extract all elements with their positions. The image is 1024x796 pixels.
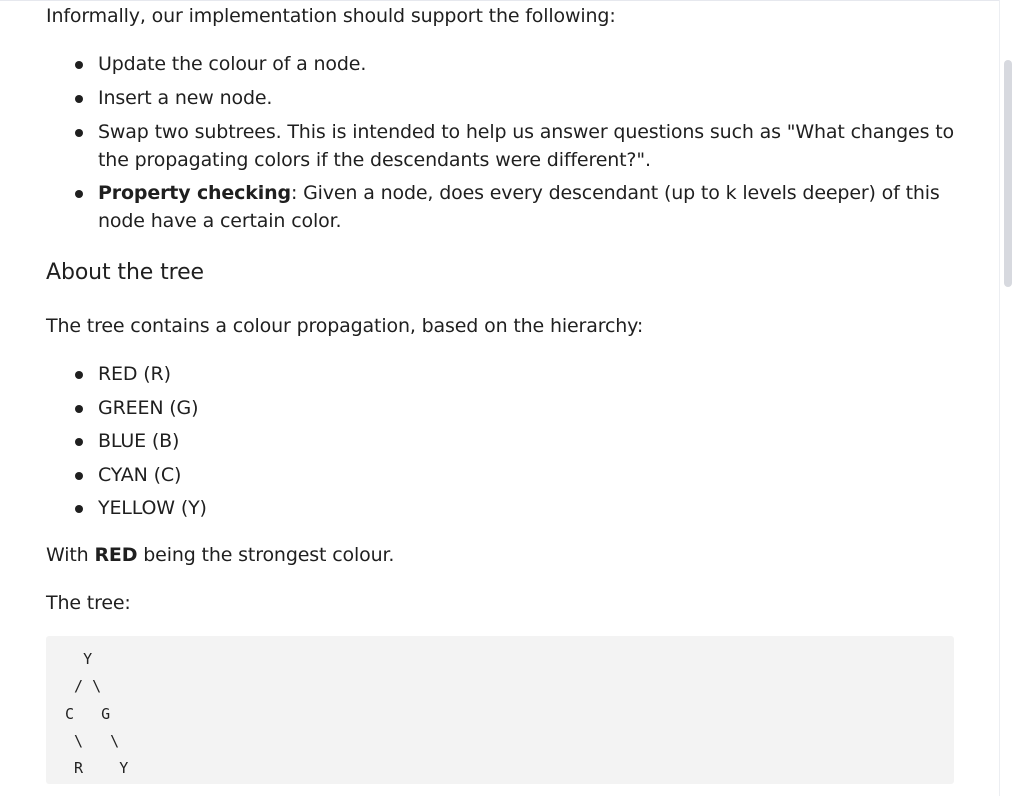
vertical-scrollbar[interactable] — [999, 0, 1024, 796]
colour-text: RED (R) — [98, 363, 171, 385]
strongest-bold: RED — [94, 544, 138, 566]
feature-text: : Given a node, does every descendant (up to k levels deeper) of this node have a certain color. — [98, 182, 940, 232]
strongest-suffix: being the strongest colour. — [137, 544, 395, 566]
bullet-icon — [75, 405, 83, 413]
bullet-icon — [75, 61, 83, 69]
strongest-colour-paragraph — [46, 541, 394, 569]
colour-list — [46, 360, 207, 528]
top-border — [0, 0, 1024, 1]
tree-label: The tree: — [46, 592, 131, 614]
colour-text: CYAN (C) — [98, 463, 182, 486]
colour-item-red — [46, 360, 207, 388]
colour-text: YELLOW (Y) — [98, 497, 207, 519]
feature-text: Insert a new node. — [98, 87, 273, 109]
bullet-icon — [75, 95, 83, 103]
tree-code-block — [46, 636, 954, 784]
feature-bold-term: Property checking — [98, 182, 291, 204]
colour-item-blue — [46, 427, 207, 455]
tree-intro-paragraph: The tree contains a colour propagation, based on the hierarchy: — [46, 315, 644, 337]
bullet-icon — [75, 190, 83, 198]
feature-item-swap-subtrees — [46, 118, 956, 174]
intro-paragraph: Informally, our implementation should support the following: — [46, 5, 616, 27]
tree-diagram-text: Y / \ C G \ \ R Y — [65, 650, 129, 778]
bullet-icon — [75, 129, 83, 137]
feature-item-update-colour — [46, 50, 956, 78]
bullet-icon — [75, 438, 83, 446]
colour-item-yellow — [46, 494, 207, 522]
colour-item-cyan — [46, 461, 207, 489]
feature-item-property-checking — [46, 179, 956, 235]
bullet-icon — [75, 472, 83, 480]
feature-list — [46, 50, 956, 241]
colour-item-green — [46, 394, 207, 422]
section-heading: About the tree — [46, 260, 204, 285]
feature-item-insert-node — [46, 84, 956, 112]
colour-text: BLUE (B) — [98, 430, 180, 452]
feature-text: Update the colour of a node. — [98, 53, 367, 75]
feature-text: Swap two subtrees. This is intended to help us answer questions such as "What changes to the propagating colors if the descendants were different?". — [98, 121, 955, 171]
bullet-icon — [75, 371, 83, 379]
scrollbar-thumb[interactable] — [1004, 60, 1012, 287]
bullet-icon — [75, 505, 83, 513]
colour-text: GREEN (G) — [98, 396, 199, 419]
strongest-prefix: With — [46, 544, 95, 566]
